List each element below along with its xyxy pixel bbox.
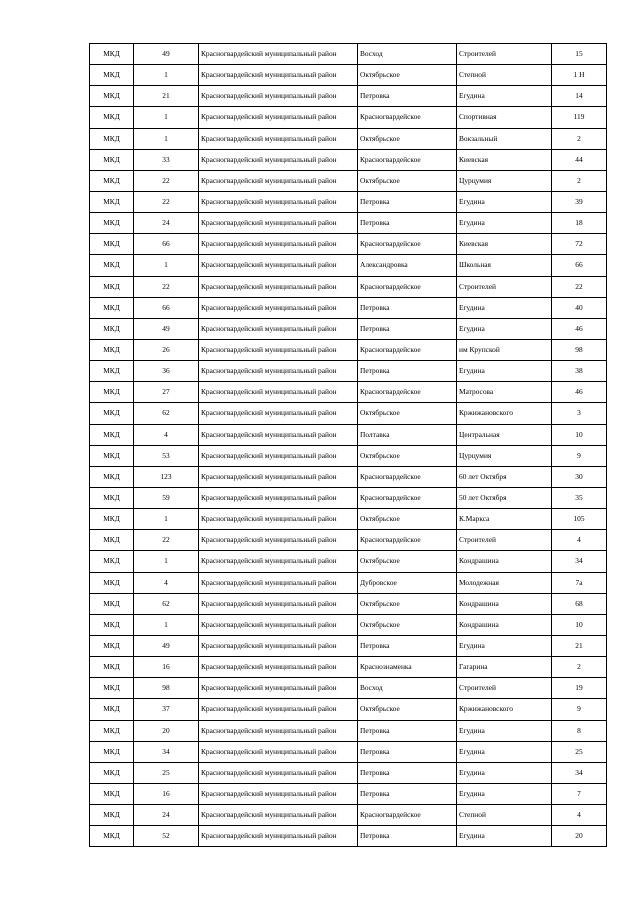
cell-locality: Петровка <box>358 86 457 107</box>
cell-number: 27 <box>134 382 199 403</box>
cell-district: Красногвардейский муниципальный район <box>199 593 358 614</box>
table-row <box>90 720 607 741</box>
cell-building-type: МКД <box>90 213 134 234</box>
table-row <box>90 424 607 445</box>
cell-district: Красногвардейский муниципальный район <box>199 276 358 297</box>
cell-building-type: МКД <box>90 361 134 382</box>
table-row <box>90 657 607 678</box>
cell-street: Строителей <box>457 678 552 699</box>
table-row <box>90 234 607 255</box>
cell-district: Красногвардейский муниципальный район <box>199 86 358 107</box>
cell-street: Егудина <box>457 297 552 318</box>
cell-street: Егудина <box>457 318 552 339</box>
cell-street: Киевская <box>457 149 552 170</box>
cell-locality: Октябрьское <box>358 614 457 635</box>
cell-district: Красногвардейский муниципальный район <box>199 509 358 530</box>
cell-number: 1 <box>134 551 199 572</box>
table-row <box>90 339 607 360</box>
cell-number: 62 <box>134 593 199 614</box>
cell-building-type: МКД <box>90 509 134 530</box>
table-row <box>90 805 607 826</box>
cell-building-type: МКД <box>90 276 134 297</box>
cell-street: К.Маркса <box>457 509 552 530</box>
table-row <box>90 762 607 783</box>
cell-number: 59 <box>134 487 199 508</box>
cell-house-number: 9 <box>552 699 607 720</box>
cell-house-number: 105 <box>552 509 607 530</box>
cell-house-number: 119 <box>552 107 607 128</box>
cell-district: Красногвардейский муниципальный район <box>199 762 358 783</box>
cell-street: Цурцумия <box>457 170 552 191</box>
cell-district: Красногвардейский муниципальный район <box>199 297 358 318</box>
cell-locality: Петровка <box>358 762 457 783</box>
table-row <box>90 128 607 149</box>
cell-locality: Красногвардейское <box>358 149 457 170</box>
cell-street: Цурцумия <box>457 445 552 466</box>
cell-district: Красногвардейский муниципальный район <box>199 191 358 212</box>
cell-house-number: 98 <box>552 339 607 360</box>
cell-district: Красногвардейский муниципальный район <box>199 466 358 487</box>
cell-house-number: 4 <box>552 805 607 826</box>
cell-locality: Октябрьское <box>358 65 457 86</box>
cell-building-type: МКД <box>90 191 134 212</box>
cell-number: 1 <box>134 128 199 149</box>
cell-street: им Крупской <box>457 339 552 360</box>
cell-number: 4 <box>134 424 199 445</box>
cell-number: 33 <box>134 149 199 170</box>
cell-building-type: МКД <box>90 255 134 276</box>
cell-street: Егудина <box>457 720 552 741</box>
table-row <box>90 635 607 656</box>
cell-locality: Красногвардейское <box>358 466 457 487</box>
cell-locality: Петровка <box>358 783 457 804</box>
cell-locality: Красногвардейское <box>358 234 457 255</box>
cell-number: 25 <box>134 762 199 783</box>
cell-locality: Октябрьское <box>358 128 457 149</box>
table-row <box>90 213 607 234</box>
cell-building-type: МКД <box>90 445 134 466</box>
cell-building-type: МКД <box>90 403 134 424</box>
cell-number: 22 <box>134 530 199 551</box>
table-row <box>90 466 607 487</box>
cell-number: 53 <box>134 445 199 466</box>
cell-locality: Петровка <box>358 213 457 234</box>
cell-building-type: МКД <box>90 44 134 65</box>
cell-house-number: 21 <box>552 635 607 656</box>
table-row <box>90 572 607 593</box>
cell-house-number: 19 <box>552 678 607 699</box>
table-row <box>90 699 607 720</box>
cell-street: Школьная <box>457 255 552 276</box>
table-row <box>90 403 607 424</box>
cell-house-number: 2 <box>552 170 607 191</box>
cell-locality: Петровка <box>358 826 457 847</box>
cell-street: Спортивная <box>457 107 552 128</box>
cell-district: Красногвардейский муниципальный район <box>199 741 358 762</box>
cell-building-type: МКД <box>90 424 134 445</box>
housing-register-table <box>89 43 607 847</box>
cell-house-number: 46 <box>552 382 607 403</box>
cell-house-number: 15 <box>552 44 607 65</box>
cell-number: 4 <box>134 572 199 593</box>
cell-street: Центральная <box>457 424 552 445</box>
cell-number: 24 <box>134 213 199 234</box>
cell-number: 62 <box>134 403 199 424</box>
cell-locality: Восход <box>358 678 457 699</box>
cell-locality: Красногвардейское <box>358 382 457 403</box>
table-row <box>90 445 607 466</box>
cell-number: 1 <box>134 614 199 635</box>
cell-building-type: МКД <box>90 678 134 699</box>
cell-district: Красногвардейский муниципальный район <box>199 107 358 128</box>
cell-house-number: 18 <box>552 213 607 234</box>
cell-locality: Красногвардейское <box>358 805 457 826</box>
table-row <box>90 170 607 191</box>
cell-house-number: 44 <box>552 149 607 170</box>
cell-locality: Красногвардейское <box>358 276 457 297</box>
cell-building-type: МКД <box>90 234 134 255</box>
cell-locality: Дубровское <box>358 572 457 593</box>
cell-district: Красногвардейский муниципальный район <box>199 424 358 445</box>
cell-number: 22 <box>134 276 199 297</box>
cell-number: 16 <box>134 657 199 678</box>
cell-building-type: МКД <box>90 593 134 614</box>
cell-building-type: МКД <box>90 826 134 847</box>
cell-number: 1 <box>134 107 199 128</box>
cell-house-number: 2 <box>552 657 607 678</box>
cell-number: 66 <box>134 234 199 255</box>
cell-house-number: 72 <box>552 234 607 255</box>
cell-number: 52 <box>134 826 199 847</box>
table-row <box>90 65 607 86</box>
cell-locality: Красногвардейское <box>358 107 457 128</box>
cell-building-type: МКД <box>90 128 134 149</box>
cell-district: Красногвардейский муниципальный район <box>199 255 358 276</box>
cell-street: Матросова <box>457 382 552 403</box>
cell-street: Кондрашина <box>457 593 552 614</box>
cell-building-type: МКД <box>90 530 134 551</box>
cell-locality: Октябрьское <box>358 699 457 720</box>
cell-street: Гагарина <box>457 657 552 678</box>
cell-district: Красногвардейский муниципальный район <box>199 361 358 382</box>
cell-building-type: МКД <box>90 86 134 107</box>
cell-number: 22 <box>134 191 199 212</box>
cell-building-type: МКД <box>90 762 134 783</box>
cell-building-type: МКД <box>90 720 134 741</box>
table-row <box>90 276 607 297</box>
cell-street: Строителей <box>457 276 552 297</box>
cell-street: Егудина <box>457 361 552 382</box>
cell-building-type: МКД <box>90 382 134 403</box>
cell-street: Егудина <box>457 191 552 212</box>
cell-building-type: МКД <box>90 170 134 191</box>
cell-number: 49 <box>134 44 199 65</box>
cell-street: Вокзальный <box>457 128 552 149</box>
cell-locality: Петровка <box>358 191 457 212</box>
cell-district: Красногвардейский муниципальный район <box>199 170 358 191</box>
cell-street: Молодежная <box>457 572 552 593</box>
cell-locality: Октябрьское <box>358 509 457 530</box>
cell-street: Егудина <box>457 635 552 656</box>
cell-house-number: 35 <box>552 487 607 508</box>
cell-locality: Красногвардейское <box>358 339 457 360</box>
cell-locality: Петровка <box>358 635 457 656</box>
table-row <box>90 678 607 699</box>
cell-district: Красногвардейский муниципальный район <box>199 318 358 339</box>
table-row <box>90 509 607 530</box>
cell-locality: Красногвардейское <box>358 530 457 551</box>
cell-house-number: 39 <box>552 191 607 212</box>
cell-building-type: МКД <box>90 107 134 128</box>
cell-building-type: МКД <box>90 635 134 656</box>
table-row <box>90 530 607 551</box>
cell-house-number: 22 <box>552 276 607 297</box>
cell-street: Егудина <box>457 783 552 804</box>
cell-building-type: МКД <box>90 741 134 762</box>
cell-district: Красногвардейский муниципальный район <box>199 149 358 170</box>
cell-house-number: 30 <box>552 466 607 487</box>
cell-number: 1 <box>134 65 199 86</box>
cell-locality: Краснознаменка <box>358 657 457 678</box>
cell-district: Красногвардейский муниципальный район <box>199 403 358 424</box>
cell-street: Степной <box>457 65 552 86</box>
table-row <box>90 107 607 128</box>
cell-street: Егудина <box>457 86 552 107</box>
cell-district: Красногвардейский муниципальный район <box>199 339 358 360</box>
cell-district: Красногвардейский муниципальный район <box>199 65 358 86</box>
cell-house-number: 2 <box>552 128 607 149</box>
table-row <box>90 487 607 508</box>
cell-district: Красногвардейский муниципальный район <box>199 635 358 656</box>
table-row <box>90 318 607 339</box>
table-row <box>90 44 607 65</box>
cell-district: Красногвардейский муниципальный район <box>199 551 358 572</box>
cell-locality: Октябрьское <box>358 403 457 424</box>
cell-number: 20 <box>134 720 199 741</box>
cell-building-type: МКД <box>90 297 134 318</box>
cell-street: Строителей <box>457 530 552 551</box>
cell-number: 21 <box>134 86 199 107</box>
cell-street: 60 лет Октября <box>457 466 552 487</box>
cell-locality: Александровка <box>358 255 457 276</box>
cell-number: 16 <box>134 783 199 804</box>
table-row <box>90 783 607 804</box>
cell-building-type: МКД <box>90 572 134 593</box>
table-row <box>90 191 607 212</box>
cell-house-number: 20 <box>552 826 607 847</box>
cell-district: Красногвардейский муниципальный район <box>199 657 358 678</box>
cell-district: Красногвардейский муниципальный район <box>199 805 358 826</box>
cell-number: 26 <box>134 339 199 360</box>
cell-house-number: 34 <box>552 551 607 572</box>
cell-house-number: 38 <box>552 361 607 382</box>
cell-house-number: 68 <box>552 593 607 614</box>
cell-street: Кондрашина <box>457 614 552 635</box>
cell-house-number: 7а <box>552 572 607 593</box>
cell-house-number: 66 <box>552 255 607 276</box>
cell-locality: Петровка <box>358 297 457 318</box>
cell-house-number: 10 <box>552 614 607 635</box>
cell-district: Красногвардейский муниципальный район <box>199 44 358 65</box>
cell-house-number: 40 <box>552 297 607 318</box>
table-row <box>90 741 607 762</box>
cell-number: 98 <box>134 678 199 699</box>
cell-house-number: 10 <box>552 424 607 445</box>
cell-locality: Восход <box>358 44 457 65</box>
cell-street: Егудина <box>457 826 552 847</box>
cell-locality: Красногвардейское <box>358 487 457 508</box>
cell-district: Красногвардейский муниципальный район <box>199 614 358 635</box>
cell-district: Красногвардейский муниципальный район <box>199 720 358 741</box>
cell-district: Красногвардейский муниципальный район <box>199 783 358 804</box>
table-row <box>90 593 607 614</box>
cell-building-type: МКД <box>90 805 134 826</box>
cell-district: Красногвардейский муниципальный район <box>199 128 358 149</box>
cell-number: 49 <box>134 635 199 656</box>
cell-street: Егудина <box>457 213 552 234</box>
cell-locality: Октябрьское <box>358 170 457 191</box>
table-row <box>90 86 607 107</box>
cell-locality: Октябрьское <box>358 593 457 614</box>
cell-district: Красногвардейский муниципальный район <box>199 572 358 593</box>
cell-number: 34 <box>134 741 199 762</box>
cell-locality: Петровка <box>358 318 457 339</box>
cell-locality: Петровка <box>358 741 457 762</box>
cell-street: Кондрашина <box>457 551 552 572</box>
cell-building-type: МКД <box>90 699 134 720</box>
cell-house-number: 8 <box>552 720 607 741</box>
cell-number: 1 <box>134 255 199 276</box>
cell-number: 37 <box>134 699 199 720</box>
cell-locality: Петровка <box>358 720 457 741</box>
table-row <box>90 551 607 572</box>
cell-house-number: 7 <box>552 783 607 804</box>
cell-number: 1 <box>134 509 199 530</box>
cell-locality: Полтавка <box>358 424 457 445</box>
cell-building-type: МКД <box>90 657 134 678</box>
cell-house-number: 1 Н <box>552 65 607 86</box>
cell-building-type: МКД <box>90 614 134 635</box>
cell-number: 24 <box>134 805 199 826</box>
cell-street: Егудина <box>457 741 552 762</box>
cell-locality: Октябрьское <box>358 551 457 572</box>
table-body <box>90 44 607 847</box>
cell-locality: Октябрьское <box>358 445 457 466</box>
table-row <box>90 297 607 318</box>
cell-house-number: 34 <box>552 762 607 783</box>
cell-building-type: МКД <box>90 339 134 360</box>
cell-building-type: МКД <box>90 65 134 86</box>
cell-locality: Петровка <box>358 361 457 382</box>
cell-district: Красногвардейский муниципальный район <box>199 678 358 699</box>
cell-building-type: МКД <box>90 551 134 572</box>
table-row <box>90 382 607 403</box>
cell-building-type: МКД <box>90 487 134 508</box>
cell-house-number: 3 <box>552 403 607 424</box>
cell-house-number: 4 <box>552 530 607 551</box>
cell-district: Красногвардейский муниципальный район <box>199 487 358 508</box>
cell-district: Красногвардейский муниципальный район <box>199 234 358 255</box>
cell-building-type: МКД <box>90 149 134 170</box>
cell-street: Кржижановского <box>457 699 552 720</box>
cell-district: Красногвардейский муниципальный район <box>199 699 358 720</box>
cell-building-type: МКД <box>90 318 134 339</box>
cell-number: 49 <box>134 318 199 339</box>
table-row <box>90 826 607 847</box>
cell-street: 50 лет Октября <box>457 487 552 508</box>
cell-house-number: 25 <box>552 741 607 762</box>
cell-street: Киевская <box>457 234 552 255</box>
table-row <box>90 255 607 276</box>
cell-district: Красногвардейский муниципальный район <box>199 826 358 847</box>
cell-street: Егудина <box>457 762 552 783</box>
cell-house-number: 9 <box>552 445 607 466</box>
cell-district: Красногвардейский муниципальный район <box>199 213 358 234</box>
cell-street: Степной <box>457 805 552 826</box>
cell-building-type: МКД <box>90 783 134 804</box>
cell-number: 22 <box>134 170 199 191</box>
cell-district: Красногвардейский муниципальный район <box>199 530 358 551</box>
table-row <box>90 361 607 382</box>
cell-district: Красногвардейский муниципальный район <box>199 382 358 403</box>
cell-number: 36 <box>134 361 199 382</box>
cell-district: Красногвардейский муниципальный район <box>199 445 358 466</box>
table-row <box>90 149 607 170</box>
cell-house-number: 14 <box>552 86 607 107</box>
cell-street: Строителей <box>457 44 552 65</box>
cell-number: 66 <box>134 297 199 318</box>
cell-building-type: МКД <box>90 466 134 487</box>
cell-house-number: 46 <box>552 318 607 339</box>
cell-number: 123 <box>134 466 199 487</box>
cell-street: Кржижановского <box>457 403 552 424</box>
table-row <box>90 614 607 635</box>
